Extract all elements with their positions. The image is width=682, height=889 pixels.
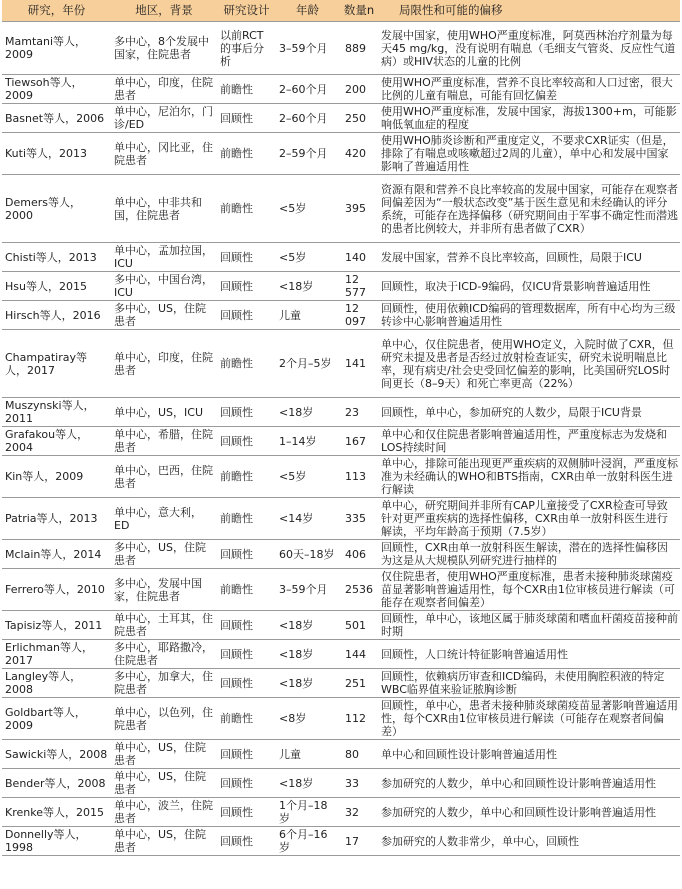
region-cell: 单中心，US，ICU [111, 398, 217, 427]
limitations-cell: 使用WHO严重度标准，发展中国家，海拔1300+m，可能影响低氧血症的程度 [379, 104, 680, 133]
study-cell: Sawicki等人，2008 [2, 740, 111, 769]
study-cell: Goldbart等人，2009 [2, 698, 111, 740]
limitations-cell: 回顾性，人口统计特征影响普遍适用性 [379, 640, 680, 669]
study-cell: Hsu等人，2015 [2, 272, 111, 301]
count-cell: 501 [339, 611, 379, 640]
design-cell: 回顾性 [217, 611, 276, 640]
age-cell: <8岁 [276, 698, 339, 740]
design-cell: 前瞻性 [217, 698, 276, 740]
count-cell: 112 [339, 698, 379, 740]
design-cell: 前瞻性 [217, 75, 276, 104]
region-cell: 多中心，加拿大，住院患者 [111, 669, 217, 698]
limitations-cell: 参加研究的人数少，单中心和回顾性设计影响普遍适用性 [379, 798, 680, 827]
header-limitations: 局限性和可能的偏移 [379, 0, 680, 22]
age-cell: 3–59个月 [276, 22, 339, 75]
region-cell: 单中心，印度，住院患者 [111, 75, 217, 104]
region-cell: 多中心，8个发展中国家，住院患者 [111, 22, 217, 75]
table-row [2, 427, 680, 456]
limitations-cell: 参加研究的人数少，单中心和回顾性设计影响普遍适用性 [379, 769, 680, 798]
study-cell: Langley等人，2008 [2, 669, 111, 698]
header-row [2, 0, 680, 22]
limitations-cell: 单中心，排除可能出现更严重疾病的双侧肺叶浸润，严重度标准为未经确认的WHO和BTS指南，CXR由单一放射科医生进行解读 [381, 457, 678, 496]
header-count: 数量n [339, 0, 379, 22]
study-cell: Basnet等人，2006 [2, 104, 111, 133]
region-cell: 多中心，发展中国家，住院患者 [111, 569, 217, 611]
age-cell: <18岁 [276, 272, 339, 301]
study-cell: Ferrero等人，2010 [2, 569, 111, 611]
study-cell: Mclain等人，2014 [2, 540, 111, 569]
limitations-cell: 回顾性，CXR由单一放射科医生解读，潜在的选择性偏移因为这是从大规模队列研究进行抽样的 [379, 540, 680, 569]
design-cell: 前瞻性 [217, 498, 276, 540]
design-cell: 回顾性 [217, 301, 276, 330]
design-cell: 回顾性 [217, 427, 276, 456]
age-cell: <14岁 [276, 498, 339, 540]
design-cell: 回顾性 [217, 398, 276, 427]
region-cell: 单中心，US，住院患者 [111, 769, 217, 798]
table-row [2, 456, 680, 498]
region-cell: 多中心，US，住院患者 [111, 301, 217, 330]
table-row [2, 769, 680, 798]
region-cell: 单中心，冈比亚，住院患者 [111, 133, 217, 175]
region-cell: 单中心，意大利，ED [111, 498, 217, 540]
count-cell: 113 [339, 456, 379, 498]
study-cell: Mamtani等人，2009 [2, 22, 111, 75]
design-cell: 回顾性 [217, 104, 276, 133]
count-cell: 12 577 [339, 272, 379, 301]
table-row [2, 740, 680, 769]
count-cell: 23 [339, 398, 379, 427]
count-cell: 395 [339, 175, 379, 243]
table-row [2, 827, 680, 856]
limitations-cell: 回顾性，单中心，该地区属于肺炎球菌和嗜血杆菌疫苗接种前时期 [381, 612, 678, 638]
count-cell: 140 [339, 243, 379, 272]
region-cell: 单中心，希腊，住院患者 [111, 427, 217, 456]
design-cell: 回顾性 [217, 540, 276, 569]
region-cell: 单中心，印度，住院患者 [111, 330, 217, 398]
limitations-cell: 单中心，研究期间并非所有CAP儿童接受了CXR检查可导致针对更严重疾病的选择性偏移，CXR由单一放射科医生进行解读，平均年龄高于预期（7.5岁） [379, 498, 680, 540]
design-cell: 回顾性 [217, 827, 276, 856]
limitations-cell: 发展中国家，使用WHO严重度标准，阿莫西林治疗剂量为每天45 mg/kg，没有说明有喘息（毛细支气管炎、反应性气道病）或HIV状态的儿童的比例 [379, 22, 680, 75]
region-cell: 单中心，以色列，住院患者 [111, 698, 217, 740]
count-cell: 12 097 [339, 301, 379, 330]
count-cell: 141 [339, 330, 379, 398]
table-row [2, 669, 680, 698]
count-cell: 80 [339, 740, 379, 769]
limitations-cell: 单中心和回顾性设计影响普遍适用性 [379, 740, 680, 769]
table-row [2, 398, 680, 427]
header-region: 地区，背景 [111, 0, 217, 22]
study-cell: Krenke等人，2015 [2, 798, 111, 827]
age-cell: 60天–18岁 [276, 540, 339, 569]
study-cell: Tapisiz等人，2011 [2, 611, 111, 640]
age-cell: <5岁 [276, 456, 339, 498]
design-cell: 回顾性 [217, 243, 276, 272]
region-cell: 单中心，孟加拉国，ICU [111, 243, 217, 272]
region-cell: 单中心，中非共和国，住院患者 [111, 175, 217, 243]
region-cell: 多中心，中国台湾，ICU [111, 272, 217, 301]
age-cell: <18岁 [276, 769, 339, 798]
count-cell: 33 [339, 769, 379, 798]
limitations-cell: 回顾性，单中心，参加研究的人数少，局限于ICU背景 [379, 398, 680, 427]
table-row [2, 611, 680, 640]
limitations-cell: 单中心和仅住院患者影响普遍适用性，严重度标志为发烧和LOS持续时间 [379, 427, 680, 456]
table-row [2, 175, 680, 243]
study-cell: Erlichman等人，2017 [2, 640, 111, 669]
limitations-cell: 回顾性，使用依赖ICD编码的管理数据库，所有中心均为三级转诊中心影响普遍适用性 [379, 301, 680, 330]
region-cell: 单中心，尼泊尔，门诊/ED [111, 104, 217, 133]
study-cell: Hirsch等人，2016 [2, 301, 111, 330]
age-cell: 2–60个月 [276, 104, 339, 133]
study-cell: Tiewsoh等人，2009 [2, 75, 111, 104]
study-cell: Kuti等人，2013 [2, 133, 111, 175]
count-cell: 32 [339, 798, 379, 827]
age-cell: 1–14岁 [276, 427, 339, 456]
count-cell: 144 [339, 640, 379, 669]
limitations-cell: 仅住院患者，使用WHO严重度标准，患者未接种肺炎球菌疫苗显著影响普遍适用性，每个CXR由1位审核员进行解读（可能存在观察者间偏差） [379, 569, 680, 611]
study-cell: Muszynski等人，2011 [2, 398, 111, 427]
table-row [2, 540, 680, 569]
table-row [2, 301, 680, 330]
design-cell: 前瞻性 [217, 569, 276, 611]
limitations-cell: 参加研究的人数非常少，单中心，回顾性 [379, 827, 680, 856]
age-cell: <18岁 [276, 398, 339, 427]
study-cell: Donnelly等人，1998 [2, 827, 111, 856]
table-row [2, 498, 680, 540]
design-cell: 回顾性 [217, 640, 276, 669]
limitations-cell: 回顾性，单中心，患者未接种肺炎球菌疫苗显著影响普遍适用性，每个CXR由1位审核员进行解读（可能存在观察者间偏差） [381, 699, 678, 738]
header-design: 研究设计 [217, 0, 276, 22]
design-cell: 回顾性 [217, 769, 276, 798]
region-cell: 单中心，波兰，住院患者 [111, 798, 217, 827]
table-row [2, 104, 680, 133]
age-cell: 2–60个月 [276, 75, 339, 104]
count-cell: 251 [339, 669, 379, 698]
age-cell: 儿童 [276, 301, 339, 330]
study-cell: Chisti等人，2013 [2, 243, 111, 272]
count-cell: 420 [339, 133, 379, 175]
count-cell: 200 [339, 75, 379, 104]
table-row [2, 272, 680, 301]
design-cell: 前瞻性 [217, 133, 276, 175]
design-cell: 回顾性 [217, 798, 276, 827]
limitations-cell: 资源有限和营养不良比率较高的发展中国家，可能存在观察者间偏差因为“一般状态改变”基于医生意见和未经确认的评分系统，可能存在选择偏移（研究期间由于军事不确定性而潜逃的患者比例较大，并非所有患者做了CXR） [379, 175, 680, 243]
limitations-cell: 发展中国家，营养不良比率较高，回顾性，局限于ICU [379, 243, 680, 272]
header-study: 研究，年份 [2, 0, 111, 22]
table-row [2, 798, 680, 827]
table-row [2, 133, 680, 175]
table-body [2, 22, 680, 856]
count-cell: 335 [339, 498, 379, 540]
count-cell: 167 [339, 427, 379, 456]
study-cell: Patria等人，2013 [2, 498, 111, 540]
table-row [2, 22, 680, 75]
age-cell: 6个月–16岁 [276, 827, 339, 856]
study-cell: Bender等人，2008 [2, 769, 111, 798]
studies-table [2, 0, 680, 856]
table-row [2, 640, 680, 669]
count-cell: 889 [339, 22, 379, 75]
table-row [2, 569, 680, 611]
study-cell: Kin等人，2009 [2, 456, 111, 498]
age-cell: 1个月–18岁 [276, 798, 339, 827]
count-cell: 250 [339, 104, 379, 133]
count-cell: 406 [339, 540, 379, 569]
age-cell: 3–59个月 [276, 569, 339, 611]
age-cell: <18岁 [276, 669, 339, 698]
design-cell: 以前RCT的事后分析 [217, 22, 276, 75]
table-row [2, 698, 680, 740]
region-cell: 单中心，US，住院患者 [111, 740, 217, 769]
table-row [2, 75, 680, 104]
age-cell: <5岁 [276, 175, 339, 243]
limitations-cell: 使用WHO严重度标准，营养不良比率较高和人口过密，很大比例的儿童有喘息，可能有回忆偏差 [379, 75, 680, 104]
table-row [2, 243, 680, 272]
limitations-cell: 回顾性，依赖病历审查和ICD编码，未使用胸腔积液的特定WBC临界值来验证脓胸诊断 [379, 669, 680, 698]
header-age: 年龄 [276, 0, 339, 22]
limitations-cell: 单中心，仅住院患者，使用WHO定义，入院时做了CXR，但研究未提及患者是否经过放射检查证实，研究未说明喘息比率，现有病史/社会史受回忆偏差的影响，比美国研究LOS时间更长（8–9天）和死亡率更高（22%） [379, 330, 680, 398]
design-cell: 回顾性 [217, 740, 276, 769]
age-cell: 2个月–5岁 [276, 330, 339, 398]
age-cell: 儿童 [276, 740, 339, 769]
design-cell: 前瞻性 [217, 330, 276, 398]
limitations-cell: 回顾性，取决于ICD-9编码，仅ICU背景影响普遍适用性 [379, 272, 680, 301]
region-cell: 多中心，US，住院患者 [111, 540, 217, 569]
count-cell: 2536 [339, 569, 379, 611]
region-cell: 单中心，巴西，住院患者 [111, 456, 217, 498]
design-cell: 前瞻性 [217, 456, 276, 498]
region-cell: 单中心，土耳其，住院患者 [111, 611, 217, 640]
study-cell: Demers等人，2000 [2, 175, 111, 243]
age-cell: <5岁 [276, 243, 339, 272]
limitations-cell: 使用WHO肺炎诊断和严重度定义，不要求CXR证实（但是，排除了有喘息或咳嗽超过2周的儿童），单中心和发展中国家影响了普遍适用性 [379, 133, 680, 175]
design-cell: 回顾性 [217, 272, 276, 301]
age-cell: 2–59个月 [276, 133, 339, 175]
design-cell: 回顾性 [217, 669, 276, 698]
count-cell: 17 [339, 827, 379, 856]
region-cell: 多中心，耶路撒冷，住院患者 [111, 640, 217, 669]
table-row [2, 330, 680, 398]
study-cell: Champatiray等人，2017 [2, 330, 111, 398]
design-cell: 前瞻性 [217, 175, 276, 243]
age-cell: <18岁 [276, 640, 339, 669]
region-cell: 单中心，US，住院患者 [111, 827, 217, 856]
study-cell: Grafakou等人，2004 [2, 427, 111, 456]
age-cell: <18岁 [276, 611, 339, 640]
